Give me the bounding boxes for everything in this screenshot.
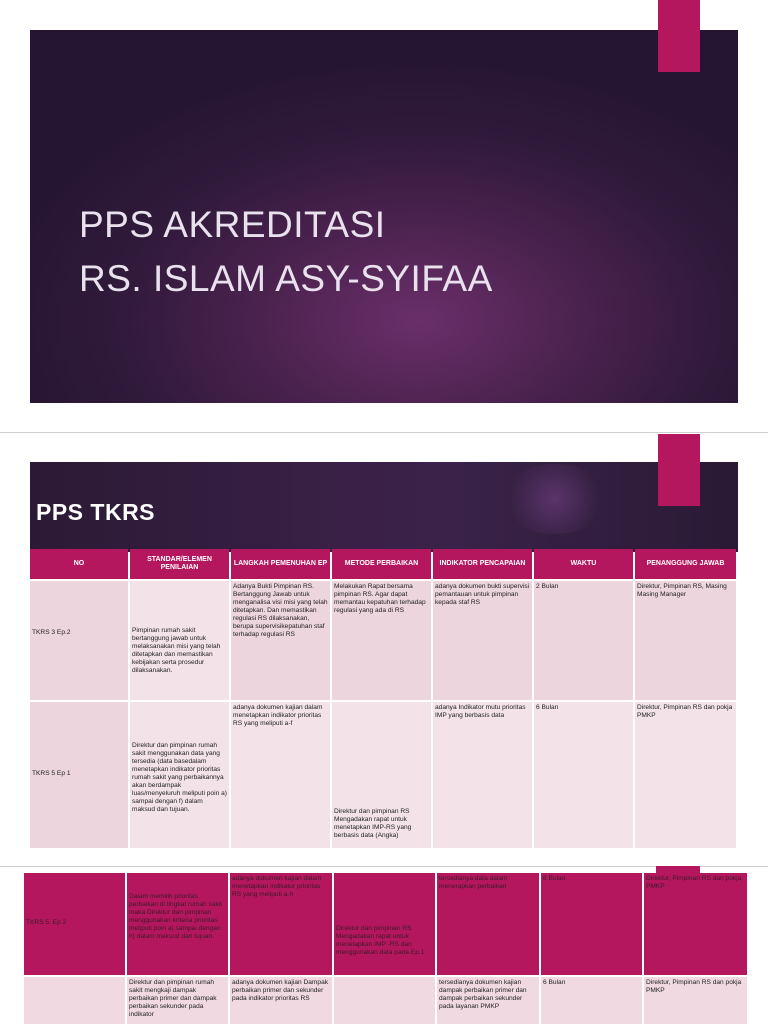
table-row-3-langkah: adanya dokumen kajian dalam menetapkan indikator prioritas RS yang meliputi a-h: [230, 873, 332, 975]
table-row-2-langkah: adanya dokumen kajian dalam menetapkan indikator prioritas RS yang meliputi a-f: [231, 702, 330, 848]
col-header-waktu: WAKTU: [534, 549, 633, 579]
slide1-title: [79, 198, 493, 306]
table-row-1-langkah: Adanya Bukti Pimpinan RS. Bertanggung Jawab untuk menganalisa visi misi yang telah ditetapkan. Dan memastikan regulasi RS dilaksanakan, berupa supervisikepatuhan staf terhadap regulasi RS: [231, 581, 330, 700]
col-header-langkah: LANGKAH PEMENUHAN EP: [231, 549, 330, 579]
table-row-3-indikator: tersedianya data dalam menerapkan perbaikan: [437, 873, 539, 975]
table-row-2-pj: Direktur, Pimpinan RS dan pokja PMKP: [635, 702, 736, 848]
table-row-3-metode: Direktur dan pimpinan RS Mengadakan rapat untuk menetapkan IMP -RS dan menggunakan data pada Ep.1: [334, 873, 435, 975]
slide-separator-2: [0, 866, 768, 867]
table-row-3-standar: Dalam memilih prioritas perbaikan di tingkat rumah sakit maka Direktur dan pimpinan menggunakan kriteria prioritas meliputi poin a) sampai dengan h) dalam maksud dan tujuan.: [127, 873, 228, 975]
table-row-4-waktu: 6 Bulan: [541, 977, 642, 1024]
table-row-4-pj: Direktur, Pimpinan RS dan pokja PMKP: [644, 977, 747, 1024]
table-row-4-langkah: adanya dokumen kajian Dampak perbaikan primer dan sekunder pada indikator prioritas RS: [230, 977, 332, 1024]
table-row-2-standar: Direktur dan pimpinan rumah sakit menggunakan data yang tersedia (data basedalam menetapkan indikator prioritas rumah sakit yang perbaikannya akan berdampak luas/menyeluruh meliputi poin a) sampai dengan f) dalam maksud dan tujuan.: [130, 702, 229, 848]
slide1-accent-bar: [658, 0, 700, 72]
slide2-title: PPS TKRS: [36, 499, 156, 525]
col-header-metode: METODE PERBAIKAN: [332, 549, 431, 579]
table-row-3-pj: Direktur, Pimpinan RS dan pokja PMKP: [644, 873, 747, 975]
table-row-2-metode: Direktur dan pimpinan RS Mengadakan rapat untuk menetapkan IMP-RS yang berbasis data (Angka): [332, 702, 431, 848]
table-row-3-no: TKRS 5. Ep 2: [24, 873, 125, 975]
table-row-1-waktu: 2 Bulan: [534, 581, 633, 700]
slide2-accent-bar: [658, 434, 700, 506]
slide-separator: [0, 432, 768, 433]
table-row-3-waktu: 6 Bulan: [541, 873, 642, 975]
table-row-4-no: [24, 977, 125, 1024]
table-row-1-no: TKRS 3 Ep.2: [30, 581, 128, 700]
col-header-pj: PENANGGUNG JAWAB: [635, 549, 736, 579]
table-row-1-indikator: adanya dokumen bukti supervisi pemantauan untuk pimpinan kepada staf RS: [433, 581, 532, 700]
table-row-4-indikator: tersedianya dokumen kajian dampak perbaikan primer dan dampak perbaikan sekunder pada layanan PMKP: [437, 977, 539, 1024]
table-row-2-indikator: adanya Indikator mutu prioritas IMP yang berbasis data: [433, 702, 532, 848]
table-row-4-metode: [334, 977, 435, 1024]
col-header-standar: STANDAR/ELEMEN PENILAIAN: [130, 549, 229, 579]
table-row-4-standar: Direktur dan pimpinan rumah sakit mengkaji dampak perbaikan primer dan dampak perbaikan sekunder pada indikator: [127, 977, 228, 1024]
col-header-indikator: INDIKATOR PENCAPAIAN: [433, 549, 532, 579]
table-row-2-no: TKRS 5 Ep 1: [30, 702, 128, 848]
slide1-title-line1: PPS AKREDITASI: [79, 204, 386, 245]
table-row-1-metode: Melakukan Rapat bersama pimpinan RS. Agar dapat memantau kepatuhan terhadap regulasi yang ada di RS: [332, 581, 431, 700]
slide1-title-line2: RS. ISLAM ASY-SYIFAA: [79, 258, 493, 299]
table-row-2-waktu: 6 Bulan: [534, 702, 633, 848]
col-header-no: NO: [30, 549, 128, 579]
table-row-1-standar: Pimpinan rumah sakit bertanggung jawab untuk melaksanakan misi yang telah ditetapkan dan memastikan kebijakan serta prosedur dilaksanakan.: [130, 581, 229, 700]
table-row-1-pj: Direktur, Pimpinan RS, Masing Masing Manager: [635, 581, 736, 700]
